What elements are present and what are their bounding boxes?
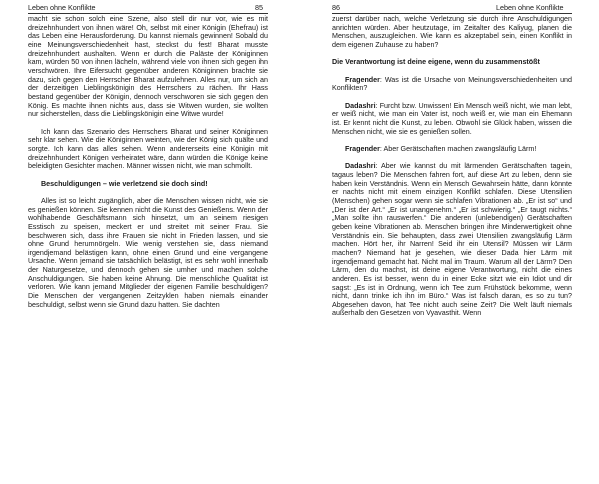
speaker-label: Fragender (345, 75, 380, 84)
dialogue-answer (332, 162, 572, 318)
speaker-label: Dadashri (345, 162, 376, 171)
dialogue-answer (332, 102, 572, 137)
header-rule (332, 13, 572, 14)
dialogue-question (332, 76, 572, 93)
section-heading: Die Verantwortung ist deine eigene, wenn du zusammenstößt (332, 58, 540, 67)
running-header-title: Leben ohne Konflikte (496, 3, 564, 12)
running-header-title: Leben ohne Konflikte (28, 3, 96, 12)
speaker-label: Dadashri (345, 101, 376, 110)
dialogue-text: : Was ist die Ursache von Meinungsverschiedenheiten und Konflikten? (332, 75, 572, 93)
header-rule (28, 13, 268, 14)
paragraph: zuerst darüber nach, welche Verletzung sie durch ihre Anschuldigungen anrichten würden. Aber heutzutage, im Zeitalter des Kaliyug, planen die Menschen, auszugleichen. Wie kann es akzeptabel sein, einen Konflikt in dem eigenen Zuhause zu haben? (332, 15, 572, 49)
dialogue-text: : Aber wie kannst du mit lärmenden Gerätschaften tagein, tagaus leben? Die Menschen fahren fort, auf diese Art zu leben, denn sie haben kein Verständnis. Wenn ein Mensch Gewahrsein hätte, dann könnte er nachts nicht mit einem einzigen Konflikt schlafen. Diese Utensilien (Menschen) gehen sogar wenn sie schlafen Vibrationen ab. „Er ist so“ und „Der ist der Art.“ „Er ist unangenehm.“ „Er ist schwierig.“ „Er taugt nichts.“ „Man sollte ihn rauswerfen.“ Die anderen (unlebendigen) Gerätschaften geben keine Vibrationen ab. Menschen bringen ihre Minderwertigkeit ohne Verständnis ein. Sie behaupten, dass zwei Utensilien zwangsläufig Lärm machen. Hört her, ihr Narren! Seid ihr ein Utensil? Müssen wir Lärm machen? Niemand hat je gesehen, wie dieser Dada hier Lärm mit irgendjemand gemacht hat. Nicht mal im Traum. Warum all der Lärm? Den Lärm, den du machst, ist deine eigene Verantwortung, nicht die eines anderen. Es ist besser, wenn du in einer Ecke sitzt wie ein Idiot und dir sagst: „Es ist in Ordnung, wenn ich Tee zum Frühstück bekomme, wenn nicht, dann trinke ich ihn im Büro.“ Was ist falsch daran, es so zu tun? Abgesehen davon, hat Tee nicht auch seine Zeit? Die Welt läuft niemals außerhalb den Gesetzen von Vyavasthit. Wenn (332, 162, 572, 318)
paragraph: macht sie schon solch eine Szene, also stell dir nur vor, wie es mit dreizehnhundert von ihnen wäre! Oh, selbst mit einer Königin (Ehefrau) ist das Leben eine Herausforderung. Du kannst niemals gewinnen! Sobald du eine Meinungsverschiedenheit hast, steckst du fest! Bharat musste dreizehnhundert aushalten. Wenn er durch die Paläste der Königinnen kam, würden 50 von ihnen lächeln, während viele von ihnen sich gegen ihn verschwören. Ihre Eifersucht gegenüber anderen Königinnen brachte sie dazu, sich gegen den Herrscher Bharat aufzulehnen. Alles nur, um sich an der derzeitigen Lieblingskönigin des Herrschers zu rächen. Ihr Hass bestand gegenüber der Königin, dennoch verschworen sie sich gegen den König. Es machte ihnen nichts aus, dass sie Witwen wurden, sie wollten nur sicherstellen, dass die Lieblingskönigin eine Witwe wurde! (28, 15, 268, 119)
page-body (332, 15, 572, 318)
dialogue-question (332, 145, 572, 154)
dialogue-text: : Furcht bzw. Unwissen! Ein Mensch weiß nicht, wie man lebt, er weiß nicht, wie man ein Vater ist, noch weiß er, wie man ein Ehemann ist. Er kennt nicht die Kunst, zu leben. Obwohl sie Glück haben, wissen die Menschen nicht, wie sie es genießen sollen. (332, 101, 572, 136)
dialogue-text: : Aber Gerätschaften machen zwangsläufig Lärm! (379, 144, 537, 153)
page-number: 86 (332, 3, 340, 12)
paragraph: Ich kann das Szenario des Herrschers Bharat und seiner Königinnen sehr klar sehen. Wie die Königinnen weinten, wie der König sich quälte und sorgte. Ich kann das alles sehen. Wenn andererseits eine Königin mit dreizehnhundert Königen verheiratet wäre, dann würden die Könige keine beleidigten Gesichter machen. Männer wissen nicht, wie man schmollt. (28, 127, 268, 171)
section-heading: Beschuldigungen – wie verletzend sie doch sind! (41, 179, 208, 188)
paragraph: Alles ist so leicht zugänglich, aber die Menschen wissen nicht, wie sie es genießen können. Sie kennen nicht die Kunst des Genießens. Wenn der wohlhabende Geschäftsmann sich hinsetzt, um an seinem riesigen Esstisch zu speisen, meckert er und streitet mit seiner Frau. Sie beschweren sich, dass ihre Frauen sie nicht in Frieden lassen, und sie ohne Grund herumnörgeln. Wie wenig verstehen sie, dass niemand irgendjemand belästigen kann, ohne einen Grund und eine vergangene Ursache. Wenn jemand sie tatsächlich belästigt, ist es sehr wohl innerhalb der Naturgesetze, und dennoch gehen sie umher und machen solche Anschuldigungen. Sie haben keine Ahnung. Die menschliche Qualität ist verloren. Wie kann jemand Mitglieder der eigenen Familie beschuldigen? Die Menschen der vergangenen Zeitzyklen haben niemals einander beschuldigt, selbst wenn sie Grund dazu hatten. Sie dachten (28, 196, 268, 309)
speaker-label: Fragender (345, 144, 380, 153)
page-number: 85 (255, 3, 263, 12)
page-body (28, 15, 268, 309)
right-page (300, 0, 599, 484)
